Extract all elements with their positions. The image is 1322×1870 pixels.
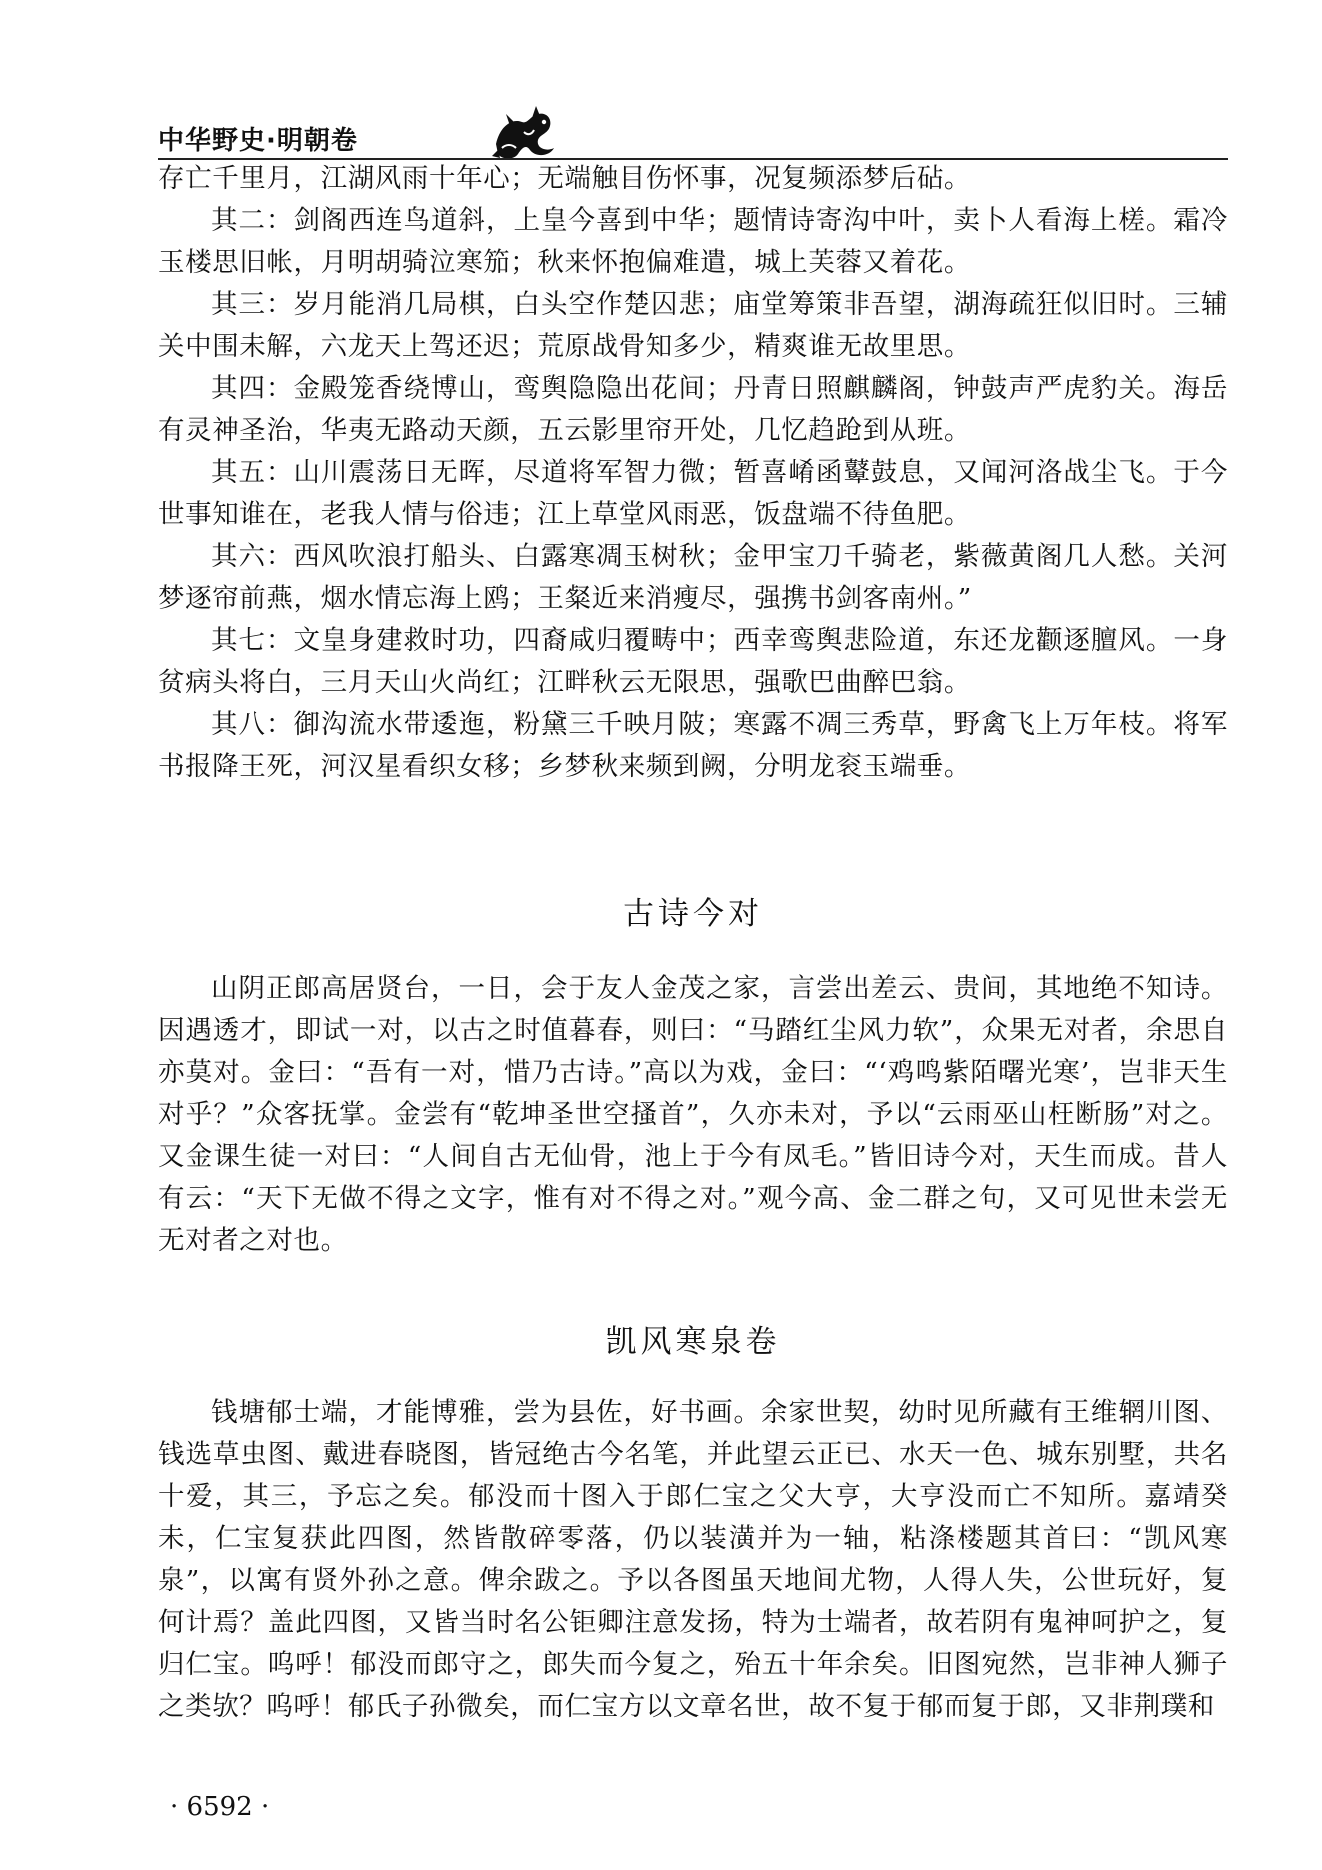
section-paragraph: 山阴正郎高居贤台，一日，会于友人金茂之家，言尝出差云、贵间，其地绝不知诗。因遇透才，即试一对，以古之时值暮春，则曰：“马踏红尘风力软”，众果无对者，余思自亦莫对。金曰：“吾有一对，惜乃古诗。”高以为戏，金曰：“‘鸡鸣紫陌曙光寒’，岂非天生对乎？”众客抚掌。金尝有“乾坤圣世空搔首”，久亦未对，予以“云雨巫山枉断肠”对之。又金课生徒一对曰：“人间自古无仙骨，池上于今有凤毛。”皆旧诗今对，天生而成。昔人有云：“天下无做不得之文字，惟有对不得之对。”观今高、金二群之句，又可见世未尝无无对者之对也。 [158, 973, 1228, 1256]
poem-two: 其二：剑阁西连鸟道斜，上皇今喜到中华；题情诗寄沟中叶，卖卜人看海上槎。霜冷玉楼思旧帐，月明胡骑泣寒笳；秋来怀抱偏难遣，城上芙蓉又着花。 [158, 205, 1228, 278]
section-body-ancient-poem [158, 968, 1228, 1262]
dragon-emblem-icon [488, 104, 560, 164]
poem-five: 其五：山川震荡日无晖，尽道将军智力微；暂喜崤函鼙鼓息，又闻河洛战尘飞。于今世事知谁在，老我人情与俗违；江上草堂风雨恶，饭盘端不待鱼肥。 [158, 457, 1228, 530]
poem-eight: 其八：御沟流水带逶迤，粉黛三千映月陂；寒露不凋三秀草，野禽飞上万年枝。将军书报降王死，河汉星看织女移；乡梦秋来频到阙，分明龙衮玉端垂。 [158, 709, 1228, 782]
poem-three: 其三：岁月能消几局棋，白头空作楚囚悲；庙堂筹策非吾望，湖海疏狂似旧时。三辅关中围未解，六龙天上驾还迟；荒原战骨知多少，精爽谁无故里思。 [158, 289, 1228, 362]
section-paragraph: 钱塘郁士端，才能博雅，尝为县佐，好书画。余家世契，幼时见所藏有王维辋川图、钱选草虫图、戴进春晓图，皆冠绝古今名笔，并此望云正已、水天一色、城东别墅，共名十爱，其三，予忘之矣。郁没而十图入于郎仁宝之父大亨，大亨没而亡不知所。嘉靖癸未，仁宝复获此四图，然皆散碎零落，仍以装潢并为一轴，粘涤楼题其首曰：“凯风寒泉”，以寓有贤外孙之意。俾余跋之。予以各图虽天地间尤物，人得人失，公世玩好，复何计焉？盖此四图，又皆当时名公钜卿注意发扬，特为士端者，故若阴有鬼神呵护之，复归仁宝。呜呼！郁没而郎守之，郎失而今复之，殆五十年余矣。旧图宛然，岂非神人狮子之类欤？呜呼！郁氏子孙微矣，而仁宝方以文章名世，故不复于郁而复于郎，又非荆璞和 [158, 1397, 1228, 1722]
running-header [158, 112, 1228, 164]
section-body-kaifeng [158, 1392, 1228, 1728]
page-number: · 6592 · [170, 1792, 270, 1822]
poem-four: 其四：金殿笼香绕博山，鸾舆隐隐出花间；丹青日照麒麟阁，钟鼓声严虎豹关。海岳有灵神圣治，华夷无路动天颜，五云影里帘开处，几忆趋跄到从班。 [158, 373, 1228, 446]
poem-block [158, 158, 1228, 788]
poem-seven: 其七：文皇身建救时功，四裔咸归覆畴中；西幸鸾舆悲险道，东还龙颧逐膻风。一身贫病头将白，三月天山火尚红；江畔秋云无限思，强歌巴曲醉巴翁。 [158, 625, 1228, 698]
poem-six: 其六：西风吹浪打船头、白露寒凋玉树秋；金甲宝刀千骑老，紫薇黄阁几人愁。关河梦逐帘前燕，烟水情忘海上鸥；王粲近来消瘦尽，强携书剑客南州。” [158, 541, 1228, 614]
book-title: 中华野史·明朝卷 [158, 126, 358, 156]
section-title-ancient-poem: 古诗今对 [623, 896, 763, 932]
section-title-kaifeng: 凯风寒泉卷 [605, 1324, 781, 1360]
poem-continuation: 存亡千里月，江湖风雨十年心；无端触目伤怀事，况复频添梦后砧。 [158, 163, 971, 194]
